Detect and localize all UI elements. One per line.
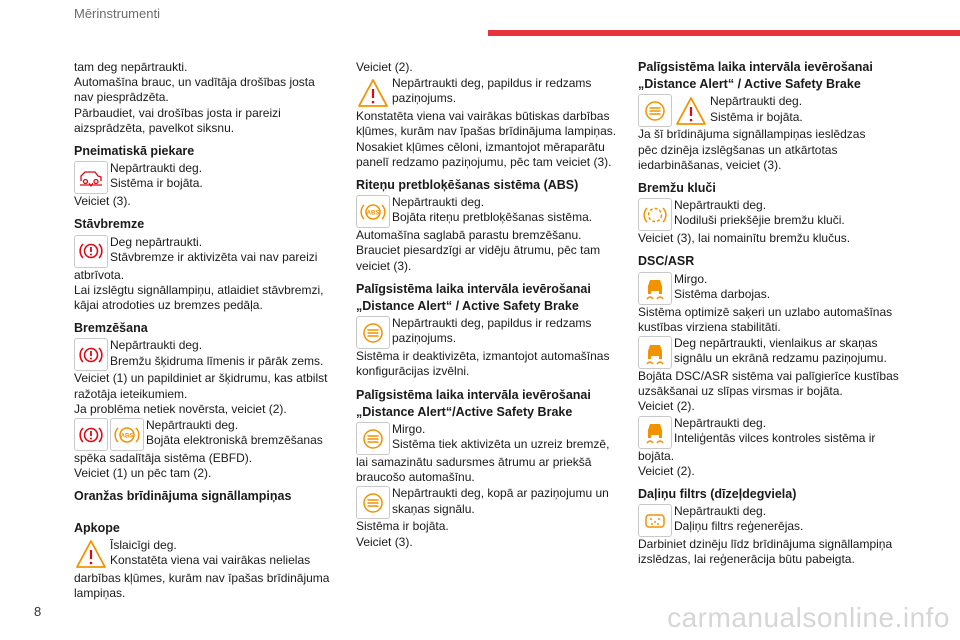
text-line: Bojāta DSC/ASR sistēma vai palīgierīce kustības xyxy=(638,369,899,384)
text-line: Stāvbremze ir aktivizēta vai nav pareizi xyxy=(110,249,318,264)
text-line: Lai izslēgtu signāllampiņu, atlaidiet stāvbremzi, xyxy=(74,282,324,297)
warning-item xyxy=(74,235,336,268)
warning-item xyxy=(638,504,906,537)
text-line: Inteliģentās vilces kontroles sistēma ir xyxy=(674,430,876,445)
text-line: Nepārtraukti deg, kopā ar paziņojumu un xyxy=(392,486,609,501)
section-heading: Apkope xyxy=(74,520,120,535)
text-line: Sistēma ir bojāta. xyxy=(710,109,803,124)
section-heading: Bremzēšana xyxy=(74,321,148,336)
warning-item xyxy=(638,94,906,127)
text-line: Veiciet (2). xyxy=(638,399,695,414)
text-line: Deg nepārtraukti, vienlaikus ar skaņas xyxy=(674,336,878,351)
text-line: Bojāta elektroniskā bremzēšanas xyxy=(146,433,323,448)
column-1 xyxy=(74,60,336,601)
text-line: lai samazinātu sadursmes ātrumu ar priekšā xyxy=(356,455,592,470)
text-line: Brauciet piesardzīgi ar vidēju ātrumu, pēc tam xyxy=(356,243,601,258)
warning-item xyxy=(74,418,336,451)
warning-item xyxy=(74,338,336,371)
section-heading: Stāvbremze xyxy=(74,217,145,232)
section-heading: Palīgsistēma laika intervāla ievērošanai xyxy=(356,281,591,296)
warning-triangle-icon xyxy=(356,76,390,109)
section-heading: DSC/ASR xyxy=(638,254,695,269)
text-line: kustības virziena stabilitāti. xyxy=(638,319,781,334)
text-line: lampiņas. xyxy=(74,586,126,601)
brake-warning-icon xyxy=(74,418,108,451)
text-line: Īslaicīgi deg. xyxy=(110,537,177,552)
header-accent-bar xyxy=(488,30,960,36)
text-line: Nosakiet kļūmes cēloni, izmantojot mēraparātu xyxy=(356,139,605,154)
text-line: Automašīna brauc, un vadītāja drošības josta xyxy=(74,75,315,90)
text-line: pēc dzinēja izslēgšanas un atkārtotas xyxy=(638,142,838,157)
text-line: Pārbaudiet, vai drošības josta ir pareizi xyxy=(74,105,281,120)
suspension-warning-icon xyxy=(74,161,108,194)
text-line: Nepārtraukti deg. xyxy=(674,415,767,430)
text-line: paziņojums. xyxy=(392,331,457,346)
text-line: veiciet (3). xyxy=(356,258,412,273)
text-line: Nepārtraukti deg, papildus ir redzams xyxy=(392,316,592,331)
distance-alert-icon xyxy=(356,486,390,519)
section-heading: Palīgsistēma laika intervāla ievērošanai xyxy=(356,387,591,402)
stability-control-icon xyxy=(638,336,672,369)
warning-item xyxy=(356,76,624,109)
text-line: Konstatēta viena vai vairākas būtiskas darbības xyxy=(356,109,610,124)
text-line: tam deg nepārtraukti. xyxy=(74,60,188,74)
section-heading: Riteņu pretbloķēšanas sistēma (ABS) xyxy=(356,178,579,193)
watermark: carmanualsonline.info xyxy=(667,602,950,633)
text-line: Sistēma ir bojāta. xyxy=(356,519,449,534)
warning-item xyxy=(638,198,906,231)
text-line: Deg nepārtraukti. xyxy=(110,234,203,249)
section-heading: Palīgsistēma laika intervāla ievērošanai xyxy=(638,60,873,74)
svg-text:ABS: ABS xyxy=(120,433,134,440)
text-line: Sistēma ir deaktivizēta, izmantojot automašīnas xyxy=(356,349,610,364)
text-line: konfigurācijas izvēlni. xyxy=(356,364,470,379)
text-line: Nepārtraukti deg. xyxy=(110,161,203,176)
section-heading: „Distance Alert“/Active Safety Brake xyxy=(356,404,573,419)
section-heading: Daļiņu filtrs (dīzeļdegviela) xyxy=(638,487,797,502)
text-line: kļūmes, kurām nav īpašas brīdinājuma lampiņas. xyxy=(356,124,617,139)
text-line: Veiciet (1) un pēc tam (2). xyxy=(74,466,212,481)
text-line: Veiciet (3). xyxy=(356,534,413,549)
brake-warning-icon xyxy=(74,338,108,371)
text-line: Nepārtraukti deg. xyxy=(710,94,803,109)
text-line: darbības kļūmes, kurām nav īpašas brīdinājuma xyxy=(74,570,330,585)
warning-triangle-icon xyxy=(74,538,108,571)
abs-warning-icon xyxy=(356,195,390,228)
text-line: Konstatēta viena vai vairākas nelielas xyxy=(110,553,311,568)
distance-alert-icon xyxy=(638,94,672,127)
text-line: Nepārtraukti deg, papildus ir redzams xyxy=(392,76,592,91)
text-line: braucošo automašīnu. xyxy=(356,470,475,485)
text-line: signālu un ekrānā redzamu paziņojumu. xyxy=(674,351,887,366)
warning-item xyxy=(356,422,624,455)
text-line: Bojāta riteņu pretbloķēšanas sistēma. xyxy=(392,210,593,225)
text-line: Nodiluši priekšējie bremžu kluči. xyxy=(674,213,845,228)
text-line: Nepārtraukti deg. xyxy=(110,338,203,353)
text-line: Ja problēma netiek novērsta, veiciet (2). xyxy=(74,401,287,416)
page-header-title: Mērinstrumenti xyxy=(74,6,160,21)
distance-alert-icon xyxy=(356,316,390,349)
text-line: Automašīna saglabā parastu bremzēšanu. xyxy=(356,228,582,243)
text-line: panelī redzamo paziņojumu, pēc tam veiciet (3). xyxy=(356,154,612,169)
section-heading: Pneimatiskā piekare xyxy=(74,144,195,159)
text-line: Bremžu šķidruma līmenis ir pārāk zems. xyxy=(110,353,324,368)
text-line: paziņojums. xyxy=(392,91,457,106)
text-line: izslēdzas, lai reģenerācija būtu pabeigta. xyxy=(638,552,855,567)
brake-pads-icon xyxy=(638,198,672,231)
stability-control-icon xyxy=(638,416,672,449)
text-line: Sistēma tiek aktivizēta un uzreiz bremzē, xyxy=(392,437,610,452)
warning-item xyxy=(356,316,624,349)
warning-item xyxy=(74,161,336,194)
text-line: Nepārtraukti deg. xyxy=(146,418,239,433)
distance-alert-icon xyxy=(356,422,390,455)
column-3 xyxy=(638,60,906,568)
text-line: bojāta. xyxy=(638,448,675,463)
section-heading: Bremžu kluči xyxy=(638,181,716,196)
brake-warning-icon xyxy=(74,235,108,268)
text-line: Daļiņu filtrs reģenerējas. xyxy=(674,519,804,534)
particle-filter-icon xyxy=(638,504,672,537)
warning-item xyxy=(638,272,906,305)
text-line: Mirgo. xyxy=(674,271,708,286)
text-line: Veiciet (2). xyxy=(356,60,413,74)
text-line: Nepārtraukti deg. xyxy=(674,198,767,213)
text-line: spēka sadalītāja sistēma (EBFD). xyxy=(74,451,253,466)
text-line: Sistēma optimizē saķeri un uzlabo automašīnas xyxy=(638,304,893,319)
svg-text:ABS: ABS xyxy=(366,210,380,217)
warning-item xyxy=(638,336,906,369)
text-line: Ja šī brīdinājuma signāllampiņas ieslēdzas xyxy=(638,127,866,142)
section-heading: Oranžas brīdinājuma signāllampiņas xyxy=(74,489,292,504)
text-line: nav piesprādzēta. xyxy=(74,90,169,105)
text-line: Veiciet (2). xyxy=(638,463,695,478)
text-line: Nepārtraukti deg. xyxy=(674,504,767,519)
text-line: skaņas signālu. xyxy=(392,501,475,516)
text-line: Veiciet (1) un papildiniet ar šķidrumu, kas atbilst xyxy=(74,371,328,386)
text-line: iedarbināšanas, veiciet (3). xyxy=(638,157,782,172)
text-line: Veiciet (3), lai nomainītu bremžu klučus. xyxy=(638,231,851,246)
text-line: Sistēma ir bojāta. xyxy=(110,176,203,191)
page-number: 8 xyxy=(34,604,42,619)
warning-item xyxy=(356,195,624,228)
text-line: aizsprādzēta, pavelkot siksnu. xyxy=(74,120,235,135)
stability-control-icon xyxy=(638,272,672,305)
section-heading: „Distance Alert“ / Active Safety Brake xyxy=(356,299,579,314)
text-line: ražotāja ieteikumiem. xyxy=(74,386,188,401)
text-line: Mirgo. xyxy=(392,422,426,437)
text-line: Nepārtraukti deg. xyxy=(392,195,485,210)
warning-triangle-icon xyxy=(674,94,708,127)
text-line: uzsākšanai uz slīpas virsmas ir bojāta. xyxy=(638,384,843,399)
text-line: Sistēma darbojas. xyxy=(674,286,771,301)
warning-item xyxy=(356,486,624,519)
text-line: kājai atrodoties uz bremzes pedāļa. xyxy=(74,298,263,313)
section-heading: „Distance Alert“ / Active Safety Brake xyxy=(638,77,861,92)
column-2 xyxy=(356,60,624,550)
warning-item xyxy=(638,416,906,449)
text-line: atbrīvota. xyxy=(74,267,125,282)
text-line: Darbiniet dzinēju līdz brīdinājuma signāllampiņa xyxy=(638,537,893,552)
warning-item xyxy=(74,538,336,571)
text-line: Veiciet (3). xyxy=(74,194,131,209)
abs-warning-icon xyxy=(110,418,144,451)
